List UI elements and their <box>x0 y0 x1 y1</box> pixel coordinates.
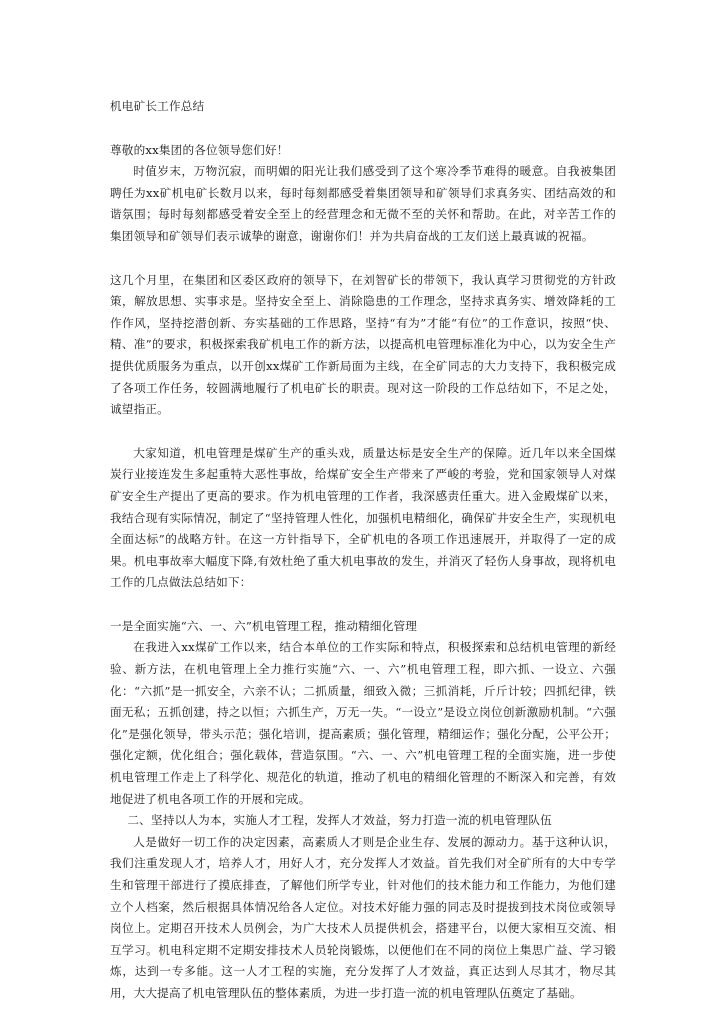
section-heading-2: 二、坚持以人为本，实施人才工程，发挥人才效益，努力打造一流的机电管理队伍 <box>127 813 552 828</box>
paragraph-section-1: 在我进入xx煤矿工作以来，结合本单位的工作实际和特点，积极探索和总结机电管理的新经验、新方法，在机电管理上全力推行实施“六、一、六”机电管理工程，即六抓、一设立、六强化：“六抓”是一抓安全，六亲不认；二抓质量，细致入微；三抓消耗，斤斤计较；四抓纪律，铁面无私；五抓创建，持之以恒；六抓生产，万无一失。“一设立”是设立岗位创新激励机制。“六强化”是强化领导，带头示范；强化培训，提高素质；强化管理，精细运作；强化分配，公平公开；强化定额，优化组合；强化载体，营造氛围。“六、一、六”机电管理工程的全面实施，进一步使机电管理工作走上了科学化、规范化的轨道，推动了机电的精细化管理的不断深入和完善，有效地促进了机电各项工作的开展和完成。 <box>110 640 616 806</box>
paragraph-overview: 大家知道，机电管理是煤矿生产的重头戏，质量达标是安全生产的保障。近几年以来全国煤炭行业接连发生多起重特大恶性事故，给煤矿安全生产带来了严峻的考验，党和国家领导人对煤矿安全生产提出了更高的要求。作为机电管理的工作者，我深感责任重大。进入金殿煤矿以来，我结合现有实际情况，制定了“坚持管理人性化，加强机电精细化，确保矿井安全生产，实现机电全面达标”的战略方针。在这一方针指导下，全矿机电的各项工作迅速展开，并取得了一定的成果。机电事故率大幅度下降,有效杜绝了重大机电事故的发生，并消灭了轻伤人身事故，现将机电工作的几点做法总结如下： <box>110 445 616 590</box>
section-heading-1: 一是全面实施“六、一、六”机电管理工程，推动精细化管理 <box>110 618 418 633</box>
greeting: 尊敬的xx集团的各位领导您们好！ <box>110 142 289 157</box>
paragraph-summary: 这几个月里，在集团和区委区政府的领导下，在刘智矿长的带领下，我认真学习贯彻党的方针政策，解放思想、实事求是。坚持安全至上、消除隐患的工作理念，坚持求真务实、增效降耗的工作作风，坚持挖潜创新、夯实基础的工作思路，坚持“有为”才能“有位”的工作意识，按照“快、精、准”的要求，积极探索我矿机电工作的新方法，以提高机电管理标准化为中心，以为安全生产提供优质服务为重点，以开创xx煤矿工作新局面为主线，在全矿同志的大力支持下，我积极完成了各项工作任务，较圆满地履行了机电矿长的职责。现对这一阶段的工作总结如下，不足之处，诚望指正。 <box>110 272 616 417</box>
document-title: 机电矿长工作总结 <box>110 99 205 113</box>
paragraph-intro: 时值岁末，万物沉寂，而明媚的阳光让我们感受到了这个寒冷季节难得的暖意。自我被集团聘任为xx矿机电矿长数月以来，每时每刻都感受着集团领导和矿领导们求真务实、团结高效的和谐氛围；每时每刻都感受着安全至上的经营理念和无微不至的关怀和帮助。在此，对辛苦工作的集团领导和矿领导们表示诚挚的谢意，谢谢你们！并为共肩奋战的工友们送上最真诚的祝福。 <box>110 164 616 243</box>
paragraph-section-2: 人是做好一切工作的决定因素，高素质人才则是企业生存、发展的源动力。基于这种认识，我们注重发现人才，培养人才，用好人才，充分发挥人才效益。首先我们对全矿所有的大中专学生和管理干部进行了摸底排查，了解他们所学专业，针对他们的技术能力和工作能力，为他们建立个人档案，然后根据具体情况给各人定位。对技术好能力强的同志及时提拔到技术岗位或领导岗位上。定期召开技术人员例会，为广大技术人员提供机会，搭建平台，以便大家相互交流、相互学习。机电科定期不定期安排技术人员轮岗锻炼，以便他们在不同的岗位上集思广益、学习锻炼，达到一专多能。这一人才工程的实施，充分发挥了人才效益，真正达到人尽其才，物尽其用，大大提高了机电管理队伍的整体素质，为进一步打造一流的机电管理队伍奠定了基础。 <box>110 834 616 1000</box>
document-body <box>110 96 616 1005</box>
